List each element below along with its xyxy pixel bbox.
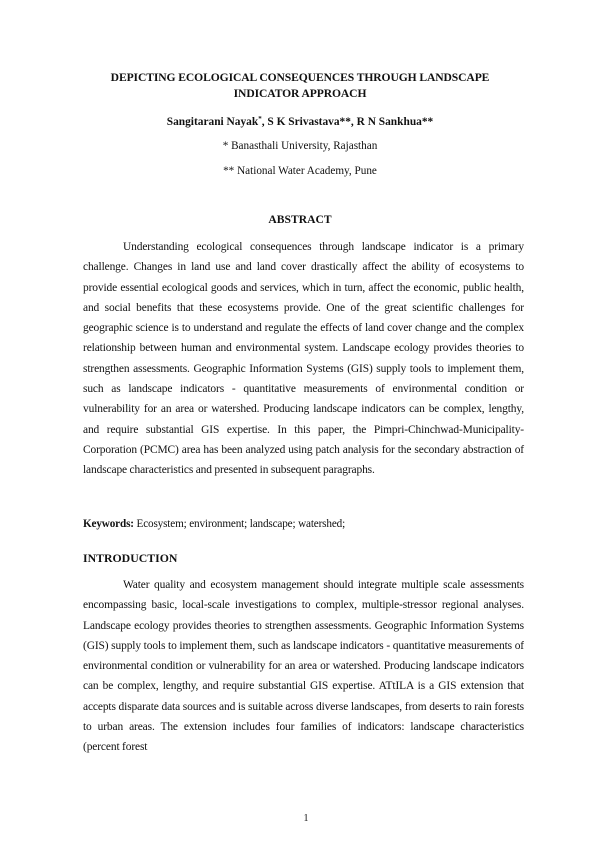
keywords-label: Keywords: xyxy=(83,518,134,530)
introduction-paragraph: Water quality and ecosystem management should integrate multiple scale assessments encompassing basic, local-scale investigations to complex, multiple-stressor regional analyses. Landscape ecology provides theories to strengthen assessments. Geographic Information Systems (GIS) supply tools to implement them, such as landscape indicators - quantitative measurements of environmental condition or vulnerability for an area or watershed. Producing landscape indicators can be complex, lengthy, and require substantial GIS expertise. ATtILA is a GIS extension that accepts disparate data sources and is suitable across diverse landscapes, from deserts to rain forests to urban areas. The extension includes four families of indicators: landscape characteristics (percent forest xyxy=(83,579,524,754)
abstract-paragraph: Understanding ecological consequences through landscape indicator is a primary challenge. Changes in land use and land cover drastically affect the ability of ecosystems to provide essential ecological goods and services, which in turn, affect the economic, public health, and social benefits that these ecosystems provide. One of the great scientific challenges for geographic science is to understand and regulate the effects of land cover change and the complex relationship between human and environmental system. Landscape ecology provides theories to strengthen assessments. Geographic Information Systems (GIS) supply tools to implement them, such as landscape indicators - quantitative measurements of environmental condition or vulnerability for an area or watershed. Producing landscape indicators can be complex, lengthy, and require substantial GIS expertise. In this paper, the Pimpri-Chinchwad-Municipality-Corporation (PCMC) area has been analyzed using patch analysis for the secondary abstraction of landscape characteristics and presented in subsequent paragraphs. xyxy=(83,241,524,477)
keywords-list: Ecosystem; environment; landscape; watershed; xyxy=(133,518,346,530)
author-name: Sangitarani Nayak xyxy=(166,116,259,128)
introduction-heading: INTRODUCTION xyxy=(83,551,178,565)
author-footnote-mark: * xyxy=(258,115,262,123)
co-authors: , S K Srivastava**, R N Sankhua** xyxy=(261,116,434,128)
page-number: 1 xyxy=(303,813,309,824)
paper-title-line-1: DEPICTING ECOLOGICAL CONSEQUENCES THROUGH LANDSCAPE xyxy=(110,71,490,84)
paper-title xyxy=(80,70,520,102)
paper-title-line-2: INDICATOR APPROACH xyxy=(233,87,367,100)
keywords-line xyxy=(83,516,524,532)
abstract-heading: ABSTRACT xyxy=(268,213,332,226)
affiliation-1: * Banasthali University, Rajasthan xyxy=(222,140,378,152)
affiliation-2: ** National Water Academy, Pune xyxy=(223,165,377,177)
author-list xyxy=(80,112,520,129)
